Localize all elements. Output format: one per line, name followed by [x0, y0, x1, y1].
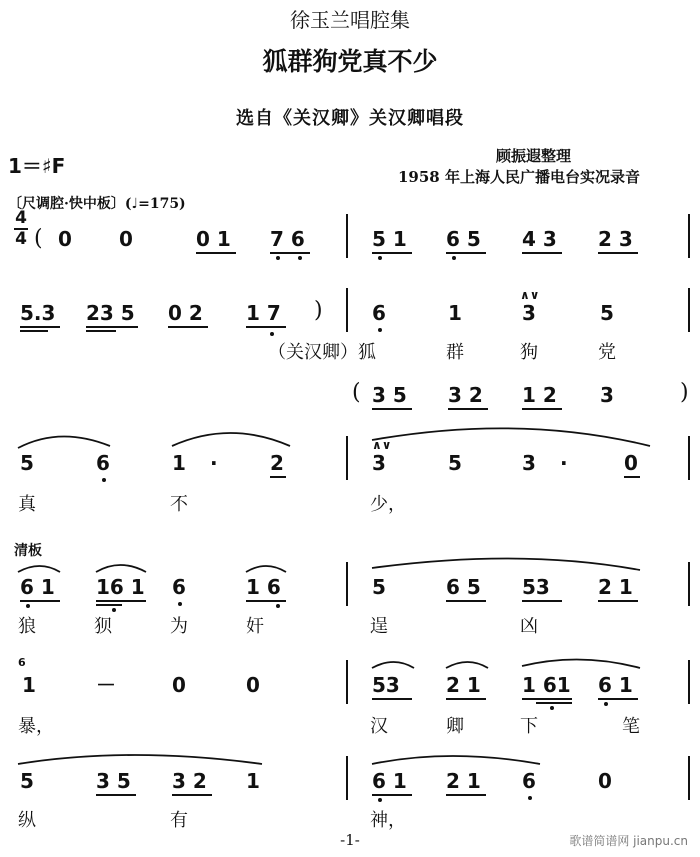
note: 2 3: [598, 227, 633, 251]
arranger-credit: 顾振遐整理: [496, 147, 572, 165]
note: 0: [172, 673, 186, 697]
lyric: 奸: [246, 616, 264, 637]
tempo-marking: 〔尺调腔·快中板〕(♩=175): [8, 196, 186, 212]
note: 6: [96, 451, 110, 475]
lyric: 逞: [370, 616, 388, 637]
section-mark: 清板: [14, 543, 42, 559]
collection-title: 徐玉兰唱腔集: [290, 8, 410, 32]
note: 0: [58, 227, 72, 251]
note: 1: [448, 301, 462, 325]
watermark: 歌谱简谱网 jianpu.cn: [569, 834, 688, 848]
note: 23 5: [86, 301, 135, 325]
note: 2: [270, 451, 284, 475]
note: 4 3: [522, 227, 557, 251]
lyric: 少，: [370, 494, 406, 515]
note: 16 1: [96, 575, 145, 599]
paren-open: (: [34, 226, 43, 251]
note: 5: [20, 769, 34, 793]
paren-close: ): [314, 298, 323, 323]
note: ·: [560, 451, 568, 475]
note: 6: [522, 769, 536, 793]
paren-open: (: [352, 380, 361, 405]
note: 0 1: [196, 227, 231, 251]
note: －: [96, 673, 116, 697]
note: 6 5: [446, 227, 481, 251]
lyric: 狈: [94, 616, 112, 637]
lyric: 真: [18, 494, 36, 515]
key-signature: 1＝♯F: [8, 154, 66, 178]
note: 1 7: [246, 301, 281, 325]
note: 1 61: [522, 673, 571, 697]
note: 2 1: [446, 769, 481, 793]
note: 0: [119, 227, 133, 251]
paren-close: ): [680, 380, 689, 405]
note: 6 1: [20, 575, 55, 599]
note: 3 2: [172, 769, 207, 793]
note: ·: [210, 451, 218, 475]
note: 6: [172, 575, 186, 599]
note: 0: [246, 673, 260, 697]
song-subtitle: 选自《关汉卿》关汉卿唱段: [236, 108, 464, 129]
lyric: 不: [170, 494, 188, 515]
note: 1: [22, 673, 36, 697]
note: 6: [372, 301, 386, 325]
lyric: 汉: [370, 716, 388, 737]
lyric: 有: [170, 810, 188, 831]
lyric: 纵: [18, 810, 36, 831]
trill-mark: ∧∨: [520, 288, 540, 302]
lyric: 神，: [370, 810, 406, 831]
recording-credit: 1958 年上海人民广播电台实况录音: [398, 168, 640, 186]
time-signature: [14, 210, 28, 248]
note: 3: [600, 383, 614, 407]
note: 0 2: [168, 301, 203, 325]
trill-mark: ∧∨: [372, 438, 392, 452]
note: 53: [522, 575, 550, 599]
note: 6 1: [372, 769, 407, 793]
lyric: 下: [520, 716, 538, 737]
note: 1 6: [246, 575, 281, 599]
note: 1: [246, 769, 260, 793]
time-sig-top: 4: [15, 208, 27, 228]
note: 3 2: [448, 383, 483, 407]
note: 2 1: [598, 575, 633, 599]
note: 5: [372, 575, 386, 599]
note: 5: [448, 451, 462, 475]
grace-note: 6: [18, 656, 26, 669]
note: 3: [522, 451, 536, 475]
note: 1 2: [522, 383, 557, 407]
note: 0: [624, 451, 638, 475]
lyric: 为: [170, 616, 188, 637]
lyric: 狗: [520, 342, 538, 363]
lyric: 卿: [446, 716, 464, 737]
lyric: 党: [598, 342, 616, 363]
note: 7 6: [270, 227, 305, 251]
note: 5 1: [372, 227, 407, 251]
lyric: （关汉卿）狐: [268, 342, 376, 363]
note: 5.3: [20, 301, 56, 325]
lyric: 暴，: [18, 716, 54, 737]
time-sig-bottom: 4: [15, 229, 27, 249]
note: 5: [600, 301, 614, 325]
page-number: -1-: [340, 831, 360, 849]
note: 3 5: [96, 769, 131, 793]
lyric: 笔: [622, 716, 640, 737]
note: 1: [172, 451, 186, 475]
note: 0: [598, 769, 612, 793]
note: 2 1: [446, 673, 481, 697]
song-title: 狐群狗党真不少: [262, 47, 438, 76]
note: 3: [522, 301, 536, 325]
lyric: 群: [446, 342, 464, 363]
note: 53: [372, 673, 400, 697]
lyric: 凶: [520, 616, 538, 637]
note: 3: [372, 451, 386, 475]
note: 6 5: [446, 575, 481, 599]
lyric: 狼: [18, 616, 36, 637]
note: 5: [20, 451, 34, 475]
note: 6 1: [598, 673, 633, 697]
note: 3 5: [372, 383, 407, 407]
